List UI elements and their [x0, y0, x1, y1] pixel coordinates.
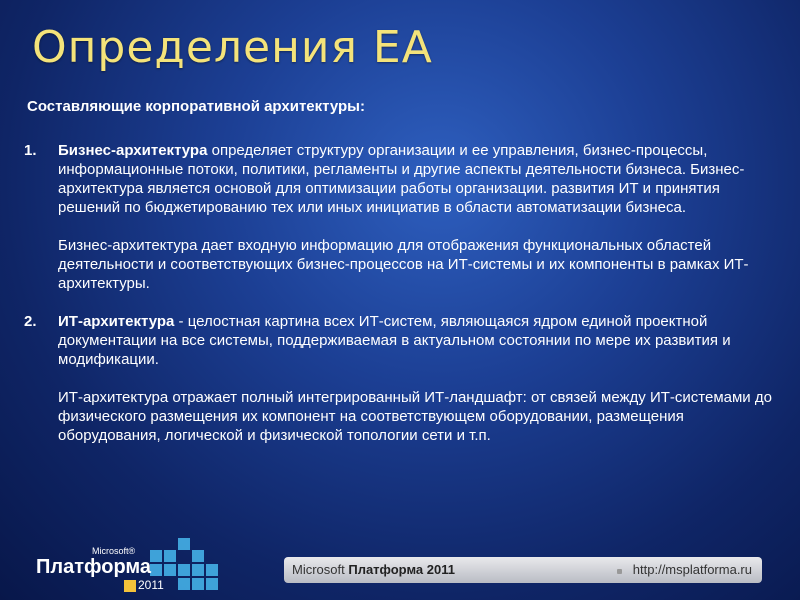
logo-microsoft-text: Microsoft®	[92, 546, 136, 556]
logo-year-box	[124, 580, 136, 592]
logo-cube	[178, 564, 190, 576]
footer-url-link[interactable]: http://msplatforma.ru	[632, 562, 752, 577]
footer-event-name	[292, 562, 455, 577]
logo-name: Платформа	[36, 556, 152, 578]
item-term: Бизнес-архитектура	[58, 142, 208, 159]
logo-cube	[150, 564, 162, 576]
logo-year: 2011	[138, 578, 164, 592]
item-text: - целостная картина всех ИТ-систем, являющаяся ядром единой проектной документации на все системы, поддерживаемая в актуальном состоянии по мере их развития и модификации.	[58, 313, 731, 368]
item-text: определяет структуру организации и ее управления, бизнес-процессы, информационные потоки, политики, регламенты и другие аспекты деятельности бизнеса. Бизнес-архитектура является основой для оптимизации работы организации. развития ИТ и принятия решений по бюджетированию тех или иных инициатив в области автоматизации бизнеса.	[58, 142, 745, 216]
logo-cube	[178, 578, 190, 590]
item-number: 2.	[24, 313, 37, 330]
slide-subtitle: Составляющие корпоративной архитектуры:	[27, 98, 365, 115]
logo-cube	[192, 564, 204, 576]
logo-cube	[192, 550, 204, 562]
item-term: ИТ-архитектура	[58, 313, 175, 330]
logo-cube	[150, 550, 162, 562]
logo-cube	[206, 578, 218, 590]
logo-cube	[178, 538, 190, 550]
footer-event: Платформа 2011	[348, 562, 455, 577]
slide-title: Определения EA	[32, 22, 433, 73]
footer-prefix: Microsoft	[292, 562, 349, 577]
logo-cube	[164, 564, 176, 576]
item-paragraph	[58, 141, 776, 217]
list-item	[24, 312, 776, 445]
item-paragraph-2: Бизнес-архитектура дает входную информацию для отображения функциональных областей деятельности и соответствующих бизнес-процессов на ИТ-системы и их компоненты в рамках ИТ-архитектуры.	[58, 237, 749, 292]
item-paragraph	[58, 312, 776, 369]
definitions-list	[24, 141, 776, 464]
item-paragraph-2: ИТ-архитектура отражает полный интегрированный ИТ-ландшафт: от связей между ИТ-системами до физического размещения их компонент на соответствующем оборудовании, размещения оборудования, логической и физической топологии сети и т.п.	[58, 389, 772, 444]
item-number: 1.	[24, 142, 37, 159]
page-marker	[617, 569, 622, 574]
footer-bar	[284, 557, 762, 583]
logo-cube	[206, 564, 218, 576]
logo-cube	[164, 550, 176, 562]
logo-cube	[192, 578, 204, 590]
list-item	[24, 141, 776, 293]
